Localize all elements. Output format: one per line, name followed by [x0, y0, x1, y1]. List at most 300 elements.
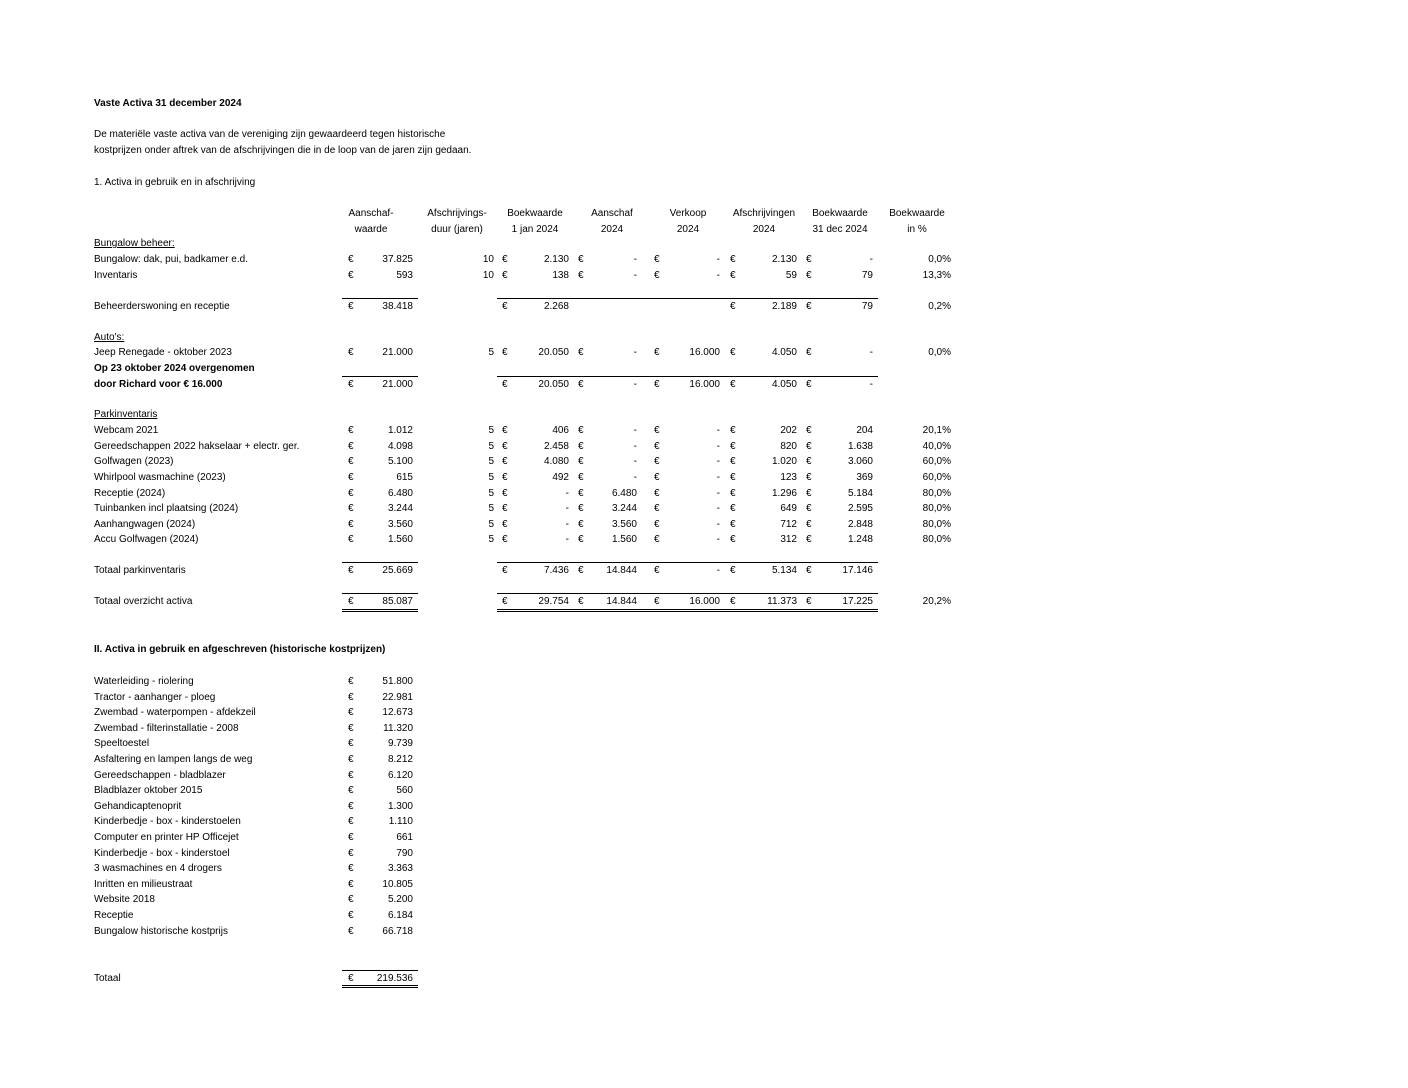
table-cell: 16.000	[689, 596, 720, 607]
currency-symbol: €	[730, 301, 736, 312]
column-header: Boekwaarde	[889, 208, 945, 219]
currency-symbol: €	[806, 503, 812, 514]
table-cell: 5	[488, 503, 494, 514]
currency-symbol: €	[502, 254, 508, 265]
subtotal-line	[497, 562, 878, 563]
currency-symbol: €	[730, 347, 736, 358]
row-label: Aanhangwagen (2024)	[94, 519, 196, 530]
column-header: in %	[907, 224, 927, 235]
currency-symbol: €	[730, 596, 736, 607]
row-label: Parkinventaris	[94, 409, 158, 420]
currency-symbol: €	[806, 456, 812, 467]
list-item-value: 22.981	[382, 692, 413, 703]
currency-symbol: €	[348, 565, 354, 576]
list-item-value: 1.300	[387, 801, 413, 812]
table-cell: -	[869, 379, 873, 390]
table-cell: 17.225	[842, 596, 873, 607]
table-cell: 1.020	[771, 456, 797, 467]
table-cell: 25.669	[382, 565, 413, 576]
table-cell: -	[716, 425, 720, 436]
table-cell: -	[716, 456, 720, 467]
table-cell: 204	[856, 425, 873, 436]
table-cell: 406	[552, 425, 569, 436]
table-cell: 5	[488, 472, 494, 483]
list-item-value: 661	[396, 832, 413, 843]
row-label: Bungalow beheer:	[94, 238, 175, 249]
currency-symbol: €	[502, 301, 508, 312]
table-cell: 10	[482, 270, 494, 281]
currency-symbol: €	[730, 488, 736, 499]
currency-symbol: €	[730, 254, 736, 265]
currency-symbol: €	[578, 503, 584, 514]
currency-symbol: €	[348, 879, 354, 890]
table-cell: 16.000	[689, 379, 720, 390]
table-cell: 649	[780, 503, 797, 514]
currency-symbol: €	[348, 832, 354, 843]
currency-symbol: €	[348, 441, 354, 452]
table-cell: -	[565, 519, 569, 530]
list-item-label: Bladblazer oktober 2015	[94, 785, 203, 796]
table-cell: 2.595	[847, 503, 873, 514]
table-cell: 80,0%	[922, 534, 951, 545]
row-label: Auto's:	[94, 332, 125, 343]
currency-symbol: €	[502, 270, 508, 281]
list-item-label: Kinderbedje - box - kinderstoel	[94, 848, 230, 859]
currency-symbol: €	[730, 425, 736, 436]
total-double-line	[342, 985, 418, 986]
total-line	[342, 593, 418, 594]
currency-symbol: €	[348, 723, 354, 734]
currency-symbol: €	[578, 441, 584, 452]
currency-symbol: €	[654, 488, 660, 499]
table-cell: 5	[488, 456, 494, 467]
table-cell: -	[869, 254, 873, 265]
currency-symbol: €	[348, 801, 354, 812]
currency-symbol: €	[730, 503, 736, 514]
list-item-label: Asfaltering en lampen langs de weg	[94, 754, 253, 765]
table-cell: 20,2%	[922, 596, 951, 607]
table-cell: 17.146	[842, 565, 873, 576]
currency-symbol: €	[502, 534, 508, 545]
table-cell: -	[633, 441, 637, 452]
currency-symbol: €	[730, 456, 736, 467]
table-cell: 79	[861, 270, 873, 281]
table-cell: 123	[780, 472, 797, 483]
table-cell: 11.373	[767, 596, 797, 607]
list-item-label: Gehandicaptenoprit	[94, 801, 182, 812]
currency-symbol: €	[502, 347, 508, 358]
table-cell: 2.189	[771, 301, 797, 312]
table-cell: 2.130	[543, 254, 569, 265]
currency-symbol: €	[654, 456, 660, 467]
list-item-value: 8.212	[387, 754, 413, 765]
currency-symbol: €	[348, 347, 354, 358]
column-header: 1 jan 2024	[511, 224, 559, 235]
row-label: Beheerderswoning en receptie	[94, 301, 230, 312]
list-item-label: Inritten en milieustraat	[94, 879, 193, 890]
table-cell: -	[633, 425, 637, 436]
total-value: 219.536	[376, 973, 413, 984]
table-cell: 20.050	[538, 379, 569, 390]
currency-symbol: €	[806, 270, 812, 281]
table-cell: -	[716, 519, 720, 530]
list-item-value: 560	[396, 785, 413, 796]
table-cell: 615	[396, 472, 413, 483]
table-cell: 20,1%	[922, 425, 951, 436]
table-cell: -	[633, 456, 637, 467]
list-item-value: 6.120	[387, 770, 413, 781]
currency-symbol: €	[348, 785, 354, 796]
currency-symbol: €	[654, 503, 660, 514]
currency-symbol: €	[730, 472, 736, 483]
currency-symbol: €	[654, 565, 660, 576]
row-label: Accu Golfwagen (2024)	[94, 534, 199, 545]
table-cell: 14.844	[606, 596, 637, 607]
currency-symbol: €	[502, 425, 508, 436]
table-cell: -	[869, 347, 873, 358]
row-label: Inventaris	[94, 270, 138, 281]
currency-symbol: €	[578, 347, 584, 358]
table-cell: -	[633, 270, 637, 281]
table-cell: -	[633, 254, 637, 265]
list-item-value: 790	[396, 848, 413, 859]
subtotal-line	[342, 562, 418, 563]
table-cell: 3.560	[387, 519, 413, 530]
currency-symbol: €	[806, 565, 812, 576]
table-cell: -	[565, 488, 569, 499]
table-cell: 59	[785, 270, 797, 281]
table-cell: 13,3%	[922, 270, 951, 281]
currency-symbol: €	[348, 301, 354, 312]
total-label: Totaal	[94, 973, 121, 984]
row-label: Receptie (2024)	[94, 488, 166, 499]
table-cell: 38.418	[382, 301, 413, 312]
currency-symbol: €	[654, 534, 660, 545]
currency-symbol: €	[502, 379, 508, 390]
currency-symbol: €	[806, 472, 812, 483]
currency-symbol: €	[654, 441, 660, 452]
list-item-label: Computer en printer HP Officejet	[94, 832, 239, 843]
table-cell: -	[716, 534, 720, 545]
currency-symbol: €	[348, 816, 354, 827]
table-cell: 85.087	[382, 596, 413, 607]
row-label: Golfwagen (2023)	[94, 456, 174, 467]
currency-symbol: €	[730, 519, 736, 530]
currency-symbol: €	[348, 425, 354, 436]
table-cell: 80,0%	[922, 488, 951, 499]
table-cell: 5.100	[387, 456, 413, 467]
currency-symbol: €	[348, 707, 354, 718]
currency-symbol: €	[348, 770, 354, 781]
table-cell: 80,0%	[922, 519, 951, 530]
currency-symbol: €	[348, 738, 354, 749]
row-label: Totaal parkinventaris	[94, 565, 186, 576]
currency-symbol: €	[578, 379, 584, 390]
currency-symbol: €	[348, 534, 354, 545]
row-label: Op 23 oktober 2024 overgenomen	[94, 363, 255, 374]
list-item-label: Gereedschappen - bladblazer	[94, 770, 226, 781]
section2-title: II. Activa in gebruik en afgeschreven (historische kostprijzen)	[94, 644, 386, 655]
currency-symbol: €	[578, 596, 584, 607]
currency-symbol: €	[348, 456, 354, 467]
table-cell: -	[716, 472, 720, 483]
currency-symbol: €	[806, 347, 812, 358]
list-item-label: Zwembad - waterpompen - afdekzeil	[94, 707, 256, 718]
currency-symbol: €	[654, 472, 660, 483]
currency-symbol: €	[806, 534, 812, 545]
currency-symbol: €	[806, 301, 812, 312]
table-cell: 312	[780, 534, 797, 545]
list-item-value: 5.200	[387, 894, 413, 905]
table-cell: 1.248	[847, 534, 873, 545]
section1-title: 1. Activa in gebruik en in afschrijving	[94, 177, 256, 188]
currency-symbol: €	[502, 472, 508, 483]
table-cell: 3.244	[611, 503, 637, 514]
column-header: 2024	[752, 224, 776, 235]
currency-symbol: €	[578, 488, 584, 499]
currency-symbol: €	[348, 894, 354, 905]
currency-symbol: €	[348, 973, 354, 984]
table-cell: 2.130	[771, 254, 797, 265]
row-label: Gereedschappen 2022 hakselaar + electr. ger.	[94, 441, 300, 452]
table-cell: 60,0%	[922, 456, 951, 467]
subtotal-line	[497, 298, 878, 299]
list-item-label: Speeltoestel	[94, 738, 150, 749]
table-cell: -	[716, 441, 720, 452]
total-double-line	[497, 611, 878, 612]
currency-symbol: €	[654, 379, 660, 390]
table-cell: 1.012	[387, 425, 413, 436]
column-header: 2024	[600, 224, 624, 235]
row-label: Totaal overzicht activa	[94, 596, 193, 607]
currency-symbol: €	[348, 472, 354, 483]
table-cell: -	[716, 488, 720, 499]
total-line	[497, 593, 878, 594]
table-cell: 1.560	[387, 534, 413, 545]
currency-symbol: €	[578, 519, 584, 530]
row-label: Tuinbanken incl plaatsing (2024)	[94, 503, 239, 514]
currency-symbol: €	[806, 441, 812, 452]
table-cell: 5	[488, 534, 494, 545]
currency-symbol: €	[654, 347, 660, 358]
currency-symbol: €	[806, 254, 812, 265]
column-header: Boekwaarde	[812, 208, 868, 219]
currency-symbol: €	[730, 534, 736, 545]
table-cell: 20.050	[538, 347, 569, 358]
table-cell: -	[716, 503, 720, 514]
table-cell: 14.844	[606, 565, 637, 576]
list-item-value: 11.320	[383, 723, 413, 734]
table-cell: 5	[488, 425, 494, 436]
table-cell: 138	[552, 270, 569, 281]
table-cell: 5	[488, 441, 494, 452]
table-cell: 593	[396, 270, 413, 281]
total-double-line	[342, 609, 418, 610]
currency-symbol: €	[348, 254, 354, 265]
currency-symbol: €	[654, 270, 660, 281]
table-cell: 37.825	[382, 254, 413, 265]
currency-symbol: €	[806, 379, 812, 390]
column-header: Boekwaarde	[507, 208, 563, 219]
table-cell: 492	[552, 472, 569, 483]
currency-symbol: €	[806, 488, 812, 499]
table-cell: -	[716, 254, 720, 265]
table-cell: -	[716, 565, 720, 576]
currency-symbol: €	[654, 425, 660, 436]
list-item-label: Tractor - aanhanger - ploeg	[94, 692, 216, 703]
currency-symbol: €	[348, 910, 354, 921]
column-header: Aanschaf-	[348, 208, 394, 219]
total-double-line	[342, 987, 418, 988]
currency-symbol: €	[348, 692, 354, 703]
table-cell: -	[565, 503, 569, 514]
table-cell: 2.268	[543, 301, 569, 312]
currency-symbol: €	[730, 379, 736, 390]
row-label: Bungalow: dak, pui, badkamer e.d.	[94, 254, 248, 265]
table-cell: 5	[488, 519, 494, 530]
currency-symbol: €	[348, 596, 354, 607]
list-item-label: Bungalow historische kostprijs	[94, 926, 228, 937]
currency-symbol: €	[578, 534, 584, 545]
currency-symbol: €	[806, 519, 812, 530]
table-cell: 21.000	[382, 379, 413, 390]
table-cell: 10	[482, 254, 494, 265]
currency-symbol: €	[348, 676, 354, 687]
currency-symbol: €	[654, 596, 660, 607]
table-cell: 60,0%	[922, 472, 951, 483]
currency-symbol: €	[502, 441, 508, 452]
table-cell: 3.244	[387, 503, 413, 514]
list-item-label: Kinderbedje - box - kinderstoelen	[94, 816, 241, 827]
currency-symbol: €	[348, 503, 354, 514]
table-cell: -	[633, 379, 637, 390]
table-cell: 4.050	[771, 379, 797, 390]
currency-symbol: €	[348, 926, 354, 937]
table-cell: -	[633, 347, 637, 358]
currency-symbol: €	[502, 596, 508, 607]
table-cell: 16.000	[689, 347, 720, 358]
table-cell: 202	[780, 425, 797, 436]
table-cell: 3.560	[611, 519, 637, 530]
column-header: 31 dec 2024	[812, 224, 868, 235]
row-label: door Richard voor € 16.000	[94, 379, 223, 390]
table-cell: 6.480	[611, 488, 637, 499]
currency-symbol: €	[348, 270, 354, 281]
list-item-value: 12.673	[382, 707, 413, 718]
table-cell: 6.480	[387, 488, 413, 499]
list-item-value: 3.363	[387, 863, 413, 874]
total-double-line	[497, 609, 878, 610]
list-item-label: Receptie	[94, 910, 134, 921]
table-cell: 5	[488, 488, 494, 499]
list-item-value: 6.184	[387, 910, 413, 921]
row-label: Webcam 2021	[94, 425, 159, 436]
currency-symbol: €	[502, 503, 508, 514]
currency-symbol: €	[730, 441, 736, 452]
table-cell: 29.754	[538, 596, 569, 607]
table-cell: 0,0%	[928, 347, 951, 358]
currency-symbol: €	[806, 596, 812, 607]
currency-symbol: €	[578, 456, 584, 467]
currency-symbol: €	[348, 754, 354, 765]
currency-symbol: €	[654, 519, 660, 530]
list-item-value: 9.739	[387, 738, 413, 749]
table-cell: 4.098	[387, 441, 413, 452]
column-header: Afschrijvingen	[732, 208, 796, 219]
table-cell: -	[716, 270, 720, 281]
currency-symbol: €	[730, 270, 736, 281]
currency-symbol: €	[578, 472, 584, 483]
column-header: Aanschaf	[591, 208, 633, 219]
currency-symbol: €	[348, 488, 354, 499]
table-cell: 21.000	[382, 347, 413, 358]
subtotal-line	[497, 376, 878, 377]
column-header: 2024	[676, 224, 700, 235]
intro-line-1: De materiële vaste activa van de vereniging zijn gewaardeerd tegen historische	[94, 129, 446, 140]
subtotal-line	[342, 376, 418, 377]
currency-symbol: €	[730, 565, 736, 576]
table-cell: 5.184	[847, 488, 873, 499]
table-cell: 820	[780, 441, 797, 452]
list-item-label: Waterleiding - riolering	[94, 676, 194, 687]
table-cell: 0,0%	[928, 254, 951, 265]
currency-symbol: €	[806, 425, 812, 436]
table-cell: 80,0%	[922, 503, 951, 514]
table-cell: 5.134	[771, 565, 797, 576]
table-cell: 1.638	[847, 441, 873, 452]
list-item-value: 1.110	[388, 816, 413, 827]
currency-symbol: €	[654, 254, 660, 265]
currency-symbol: €	[578, 270, 584, 281]
column-header: Afschrijvings-	[427, 208, 487, 219]
table-cell: -	[633, 472, 637, 483]
table-cell: 4.080	[543, 456, 569, 467]
table-cell: 7.436	[543, 565, 569, 576]
table-cell: 79	[861, 301, 873, 312]
currency-symbol: €	[502, 565, 508, 576]
table-cell: 2.848	[847, 519, 873, 530]
column-header: duur (jaren)	[431, 224, 483, 235]
row-label: Jeep Renegade - oktober 2023	[94, 347, 232, 358]
currency-symbol: €	[502, 456, 508, 467]
table-cell: 712	[780, 519, 797, 530]
table-cell: 1.296	[771, 488, 797, 499]
currency-symbol: €	[348, 863, 354, 874]
table-cell: 1.560	[611, 534, 637, 545]
list-item-label: Zwembad - filterinstallatie - 2008	[94, 723, 239, 734]
currency-symbol: €	[502, 519, 508, 530]
list-item-value: 10.805	[382, 879, 413, 890]
table-cell: 0,2%	[928, 301, 951, 312]
total-line	[342, 970, 418, 971]
currency-symbol: €	[578, 254, 584, 265]
table-cell: 4.050	[771, 347, 797, 358]
column-header: waarde	[354, 224, 388, 235]
table-cell: 3.060	[847, 456, 873, 467]
page-title: Vaste Activa 31 december 2024	[94, 98, 242, 109]
list-item-label: 3 wasmachines en 4 drogers	[94, 863, 222, 874]
column-header: Verkoop	[669, 208, 707, 219]
currency-symbol: €	[348, 848, 354, 859]
row-label: Whirlpool wasmachine (2023)	[94, 472, 226, 483]
table-cell: 40,0%	[922, 441, 951, 452]
table-cell: 2.458	[543, 441, 569, 452]
table-cell: 5	[488, 347, 494, 358]
table-cell: -	[565, 534, 569, 545]
currency-symbol: €	[578, 425, 584, 436]
currency-symbol: €	[502, 488, 508, 499]
intro-line-2: kostprijzen onder aftrek van de afschrijvingen die in de loop van de jaren zijn gedaan.	[94, 145, 472, 156]
